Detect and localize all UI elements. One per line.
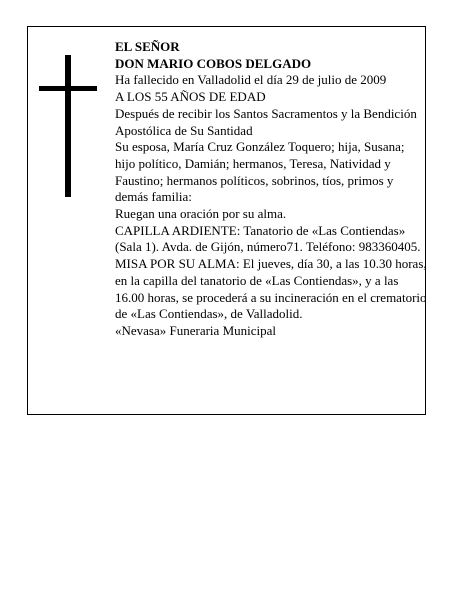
request-line: Ruegan una oración por su alma. (115, 206, 287, 222)
notice-text (115, 39, 427, 340)
family-line: Su esposa, María Cruz González Toquero; hija, Susana; hijo político, Damián; hermanos, Teresa, Natividad y Faustino; hermanos políticos, sobrinos, tíos, primos y demás familia: (115, 139, 405, 205)
sacraments-line: Después de recibir los Santos Sacramentos y la Bendición Apostólica de Su Santidad (115, 105, 417, 138)
obituary-notice (27, 26, 426, 415)
mass-line: MISA POR SU ALMA: El jueves, día 30, a las 10.30 horas, en la capilla del tanatorio de «Las Contiendas», y a las 16.00 horas, se procederá a su incineración en el crematorio de «Las Contiendas», de Valladolid. (115, 256, 427, 322)
chapel-line: CAPILLA ARDIENTE: Tanatorio de «Las Contiendas» (Sala 1). Avda. de Gijón, número71. Teléfono: 983360405. (115, 222, 421, 255)
cross-horizontal-bar (39, 86, 97, 91)
death-info: Ha fallecido en Valladolid el día 29 de julio de 2009 (115, 72, 387, 88)
age-line: A LOS 55 AÑOS DE EDAD (115, 89, 266, 105)
cross-vertical-bar (65, 55, 71, 197)
deceased-name: DON MARIO COBOS DELGADO (115, 55, 312, 71)
title-line-1: EL SEÑOR (115, 39, 180, 54)
funeral-home-line: «Nevasa» Funeraria Municipal (115, 322, 277, 338)
